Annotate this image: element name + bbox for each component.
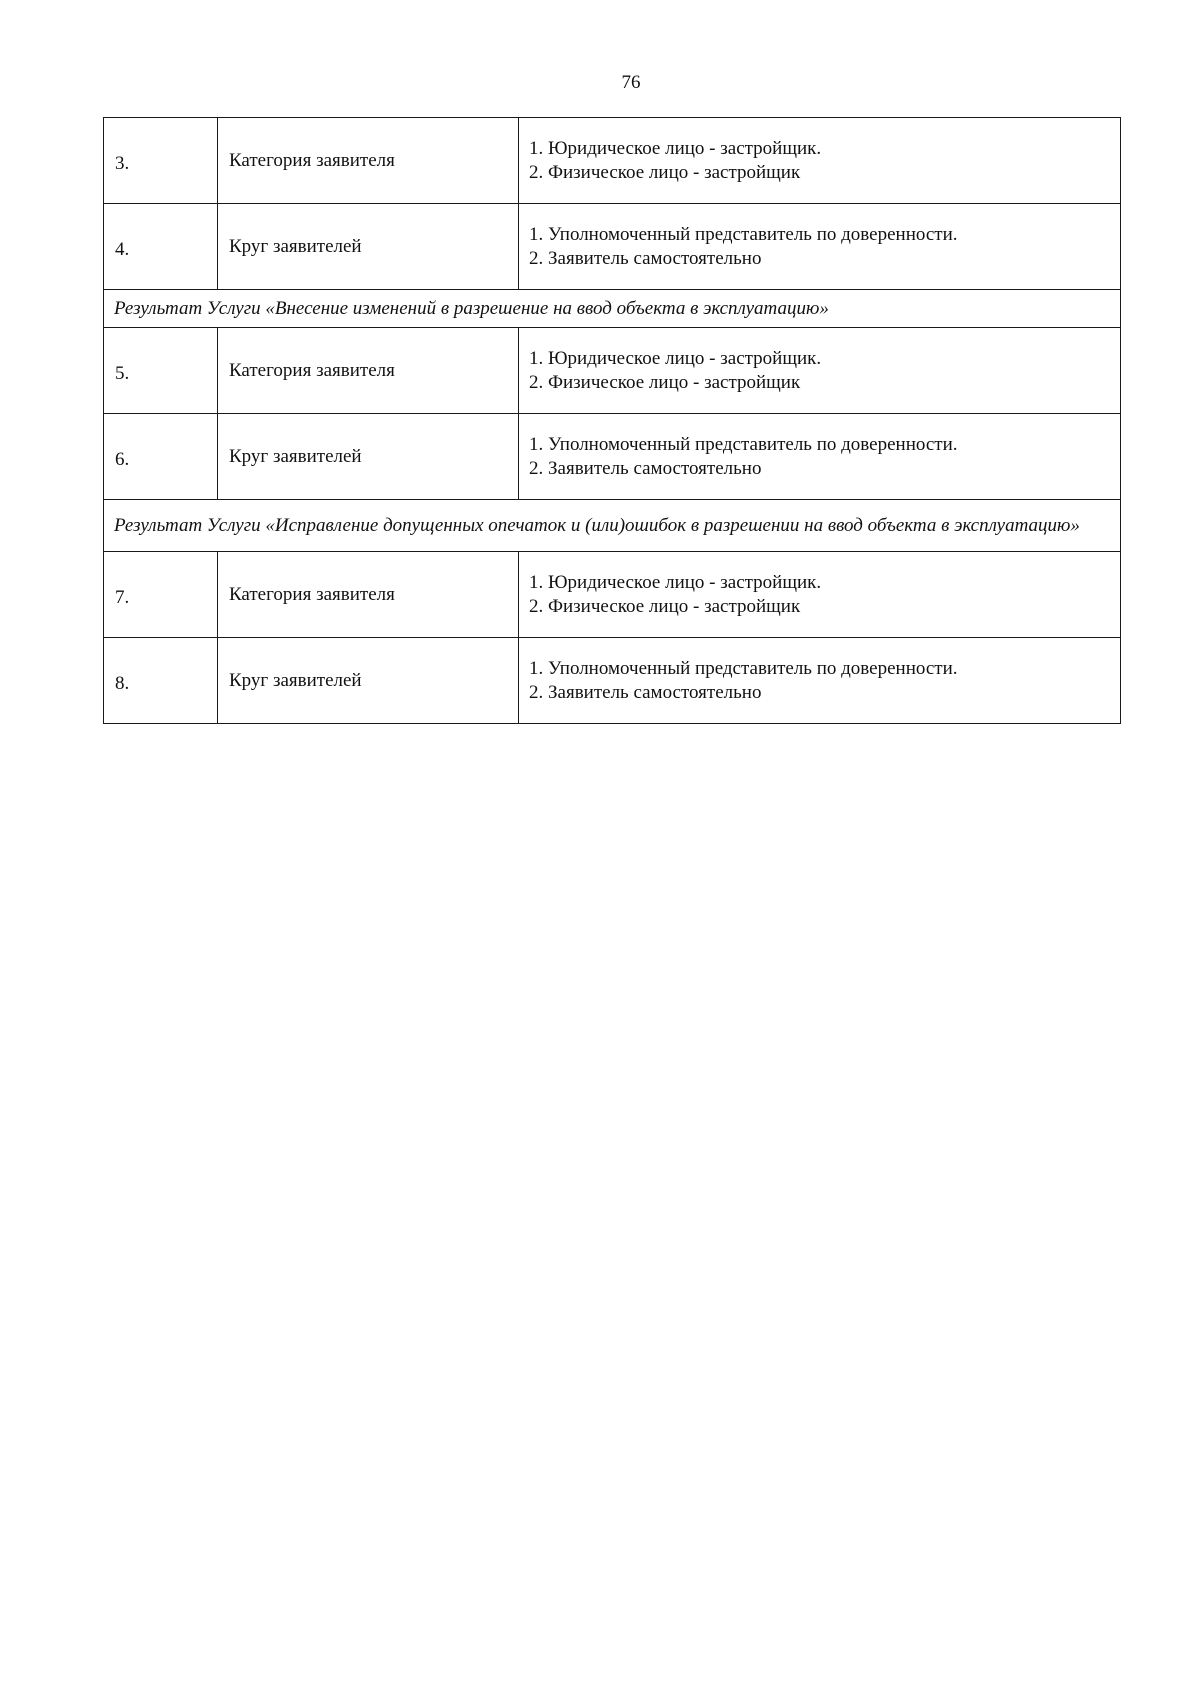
section-row — [104, 290, 1121, 328]
row-label: Круг заявителей — [218, 204, 519, 290]
row-label: Круг заявителей — [218, 638, 519, 724]
row-values — [519, 118, 1121, 204]
row-number: 7. — [104, 555, 218, 641]
value-line: 1. Юридическое лицо - застройщик. — [529, 137, 822, 159]
value-line: 2. Заявитель самостоятельно — [529, 457, 762, 479]
row-values — [519, 328, 1121, 414]
row-number: 6. — [104, 417, 218, 503]
section-heading: Результат Услуги «Исправление допущенных опечаток и (или)ошибок в разрешении на ввод объекта в эксплуатацию» — [104, 500, 1121, 552]
value-line: 2. Физическое лицо - застройщик — [529, 371, 801, 393]
table-row — [104, 414, 1121, 500]
section-row — [104, 500, 1121, 552]
table-row — [104, 118, 1121, 204]
table-row — [104, 204, 1121, 290]
table-row — [104, 552, 1121, 638]
section-heading: Результат Услуги «Внесение изменений в разрешение на ввод объекта в эксплуатацию» — [104, 290, 1121, 328]
value-line: 2. Заявитель самостоятельно — [529, 681, 762, 703]
value-line: 1. Уполномоченный представитель по доверенности. — [529, 657, 958, 679]
value-line: 1. Уполномоченный представитель по доверенности. — [529, 433, 958, 455]
applicant-table — [103, 117, 1121, 724]
row-label: Категория заявителя — [218, 118, 519, 204]
row-number: 4. — [104, 207, 218, 293]
value-line: 1. Уполномоченный представитель по доверенности. — [529, 223, 958, 245]
value-line: 1. Юридическое лицо - застройщик. — [529, 571, 822, 593]
row-number: 8. — [104, 641, 218, 727]
value-line: 2. Физическое лицо - застройщик — [529, 161, 801, 183]
value-line: 2. Физическое лицо - застройщик — [529, 595, 801, 617]
row-values — [519, 638, 1121, 724]
row-label: Круг заявителей — [218, 414, 519, 500]
row-label: Категория заявителя — [218, 328, 519, 414]
page-number: 76 — [621, 72, 641, 93]
row-label: Категория заявителя — [218, 552, 519, 638]
row-number: 3. — [104, 121, 218, 207]
row-values — [519, 552, 1121, 638]
value-line: 1. Юридическое лицо - застройщик. — [529, 347, 822, 369]
row-values — [519, 414, 1121, 500]
row-values — [519, 204, 1121, 290]
value-line: 2. Заявитель самостоятельно — [529, 247, 762, 269]
table-row — [104, 328, 1121, 414]
table-row — [104, 638, 1121, 724]
row-number: 5. — [104, 331, 218, 417]
